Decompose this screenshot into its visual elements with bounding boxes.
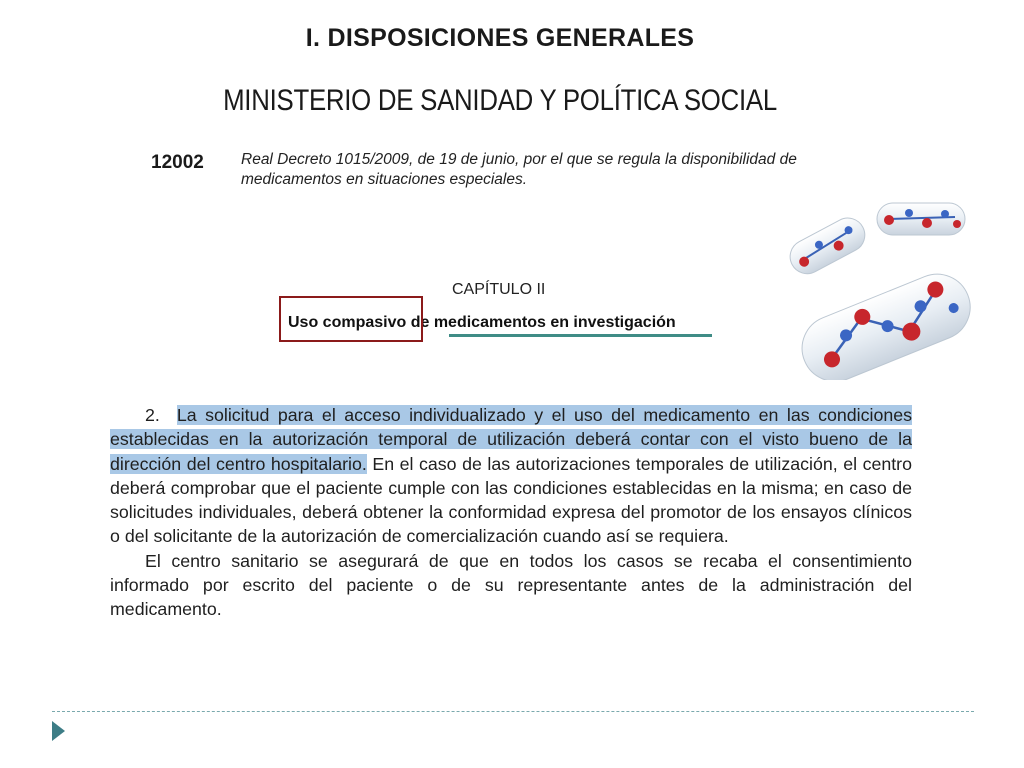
- capsules-molecules-icon: [775, 195, 975, 380]
- article-number: 2.: [145, 405, 177, 425]
- chapter-label: CAPÍTULO II: [452, 281, 546, 298]
- decree-number: 12002: [151, 152, 204, 173]
- highlight-box: [279, 296, 423, 342]
- article-paragraph-1: [110, 403, 912, 549]
- footer-divider: [52, 711, 974, 712]
- section-title: I. DISPOSICIONES GENERALES: [305, 24, 695, 52]
- ministry-title: MINISTERIO DE SANIDAD Y POLÍTICA SOCIAL: [223, 84, 777, 117]
- article-body: [110, 403, 912, 622]
- underline-accent: [449, 334, 712, 337]
- paragraph-1-rest: En el caso de las autorizaciones temporales de utilización, el centro deberá comprobar que el paciente cumple con las condiciones establecidas en la misma; en caso de solicitudes individuales, deberá obtener la conformidad expresa del promotor de los ensayos clínicos o del solicitante de la autorización de comercialización cuando así se requiera.: [110, 453, 912, 547]
- chapter-title-medicamentos: medicamentos en investigación: [433, 314, 676, 331]
- decree-description: Real Decreto 1015/2009, de 19 de junio, por el que se regula la disponibilidad de medicamentos en situaciones especiales.: [241, 151, 797, 188]
- play-arrow-icon: [52, 721, 65, 741]
- chapter-title-de: de: [406, 314, 434, 331]
- chapter-title-compasivo: Uso compasivo: [288, 314, 407, 331]
- article-paragraph-2: El centro sanitario se asegurará de que en todos los casos se recaba el consentimiento informado por escrito del paciente o de su representante antes de la administración del medicamento.: [110, 550, 912, 620]
- highlighted-text: La solicitud para el acceso individualizado y el uso del medicamento en las condiciones establecidas en la autorización temporal de utilización deberá contar con el visto bueno de la dirección del centro hospitalario.: [110, 405, 912, 474]
